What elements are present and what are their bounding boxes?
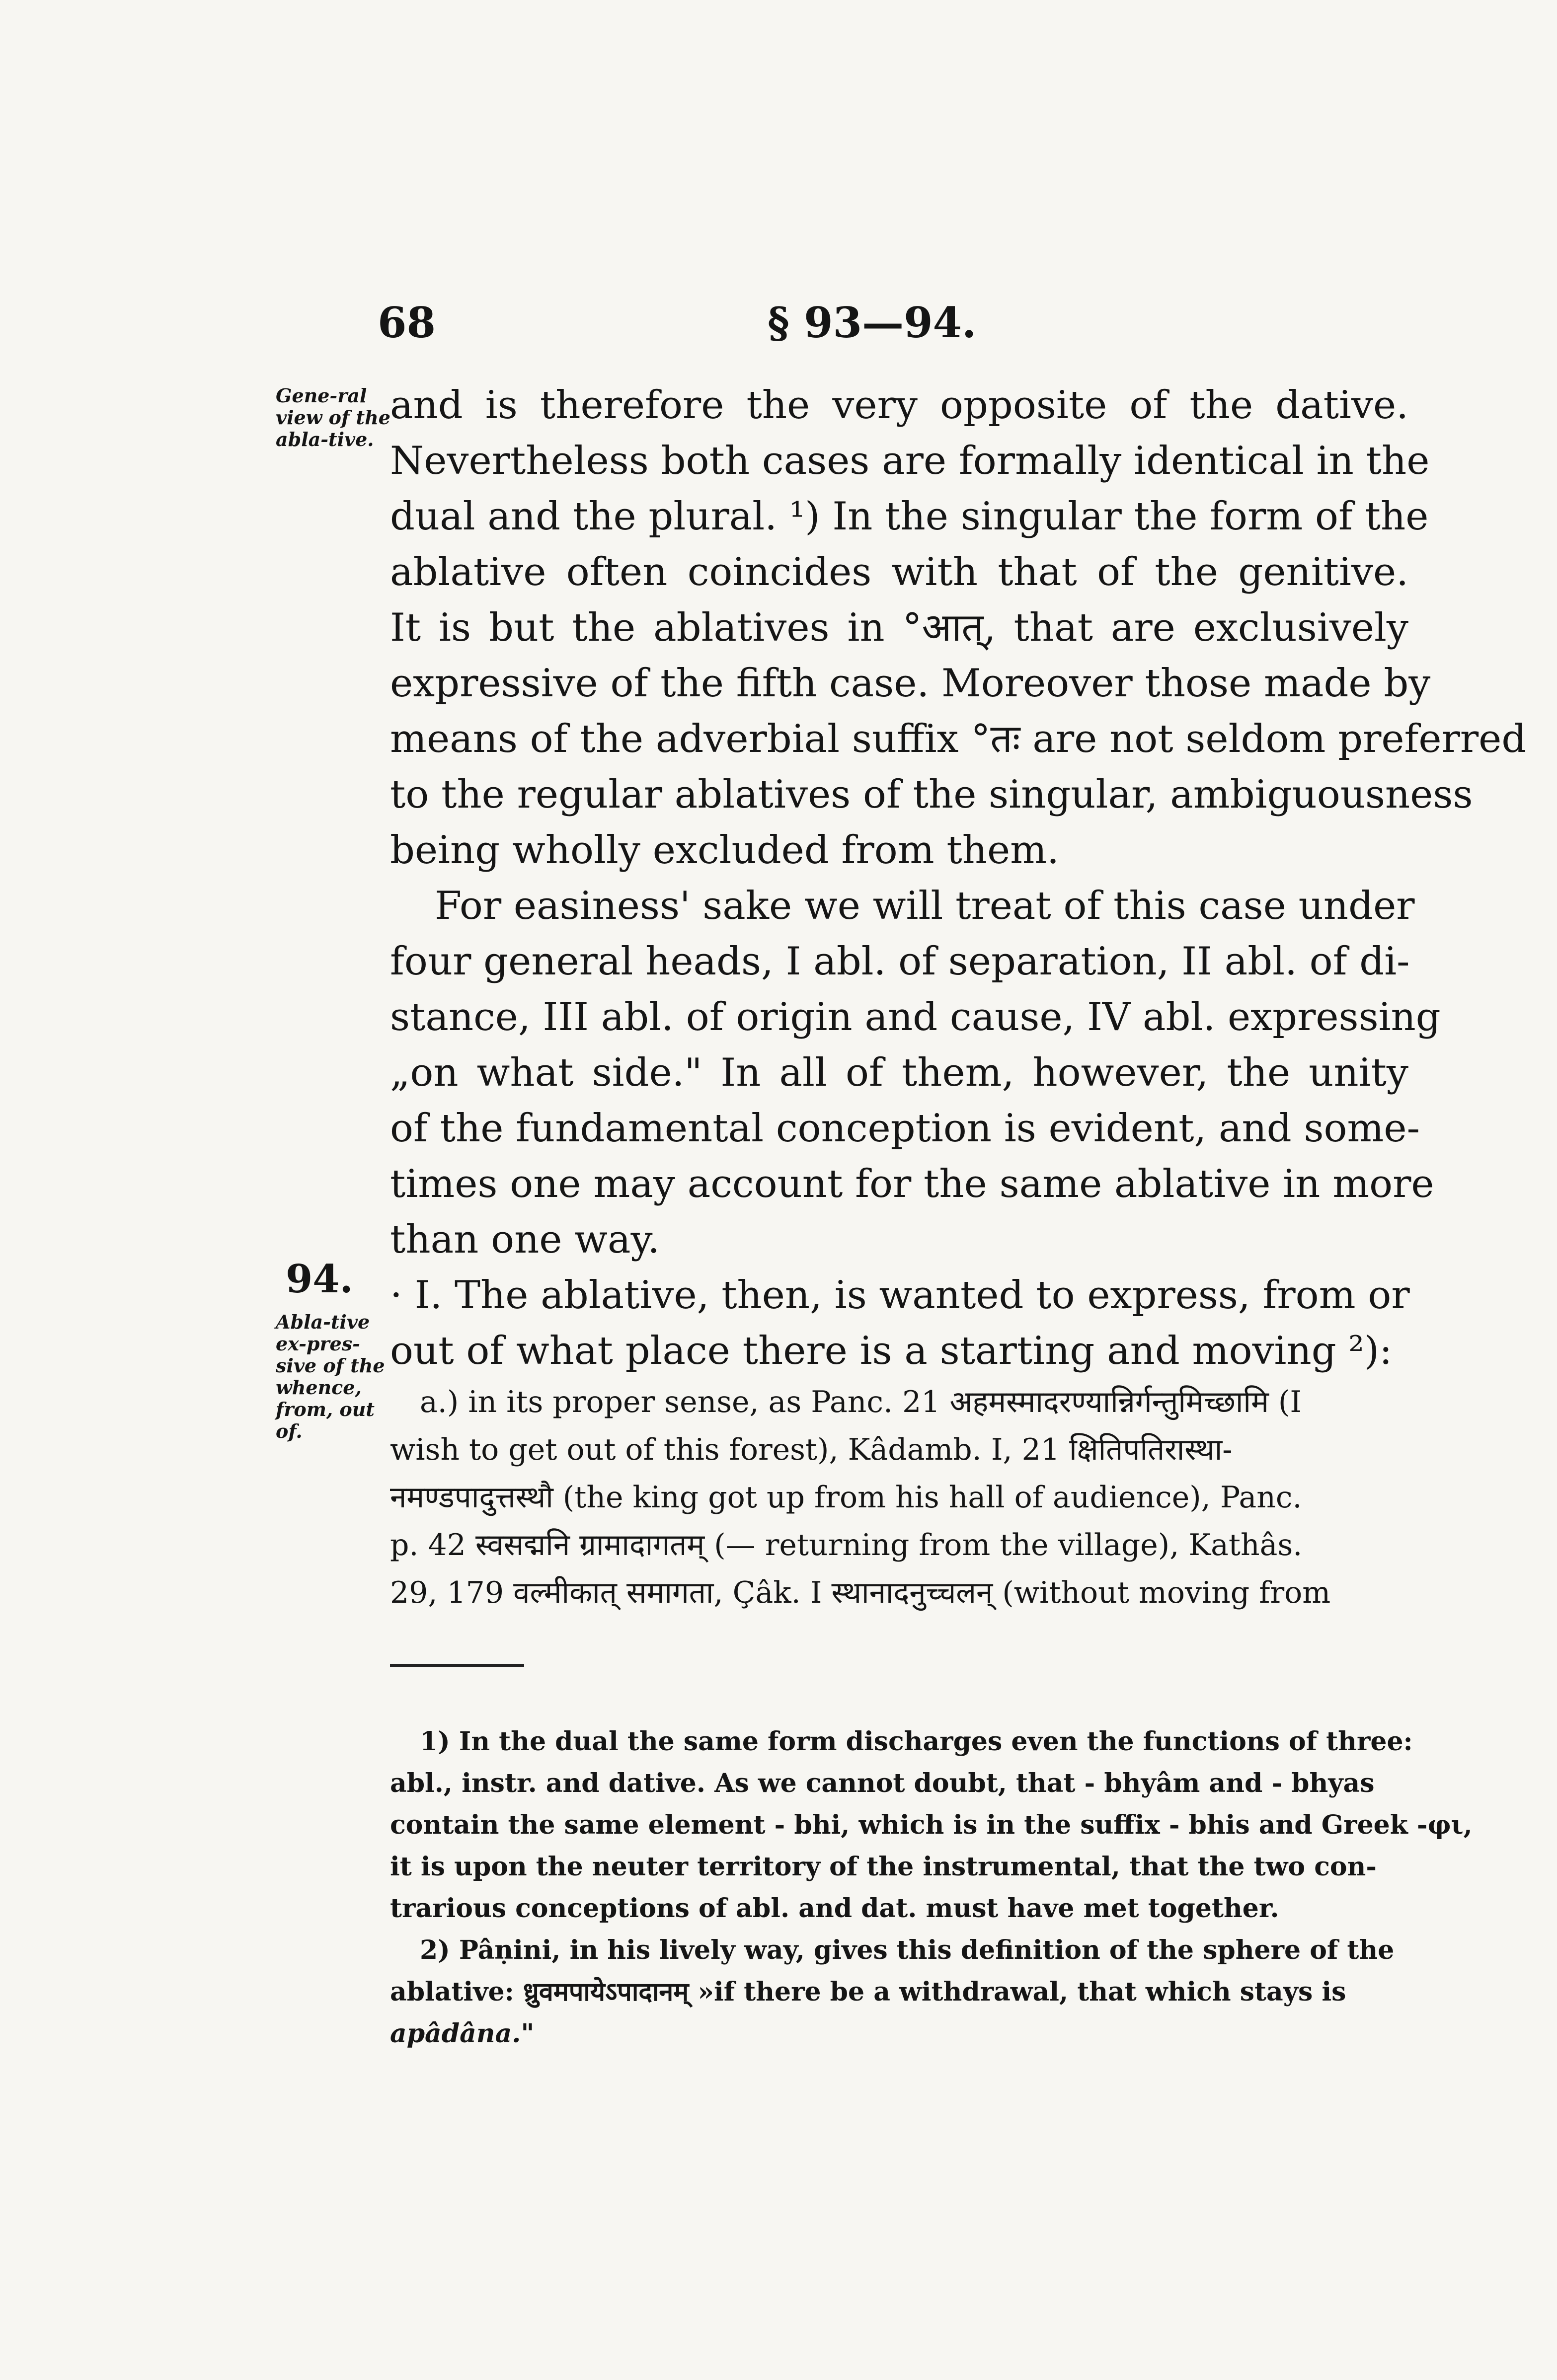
text-line: out of what place there is a starting and moving ²): [390, 1329, 1393, 1373]
footnote-line: 2) Pâṇini, in his lively way, gives this definition of the sphere of the [420, 1935, 1395, 1965]
text-line: dual and the plural. ¹) In the singular the form of the [390, 494, 1429, 539]
text-line: For easiness' sake we will treat of this case under [435, 884, 1415, 928]
text-line: ablative often coincides with that of the genitive. [390, 550, 1408, 595]
footnotes [390, 1721, 1473, 2055]
section-number-94: 94. [286, 1257, 353, 1302]
margin-note-general-view: Gene-ral view of the abla-tive. [276, 384, 390, 450]
text-line: four general heads, I abl. of separation, II abl. of di- [390, 939, 1410, 984]
footnote-line: it is upon the neuter territory of the instrumental, that the two con- [390, 1852, 1377, 1882]
footnote-divider [390, 1664, 524, 1667]
footnote-line: 1) In the dual the same form discharges even the functions of three: [420, 1726, 1413, 1757]
text-line: „on what side." In all of them, however, the unity [390, 1050, 1408, 1095]
text-line: being wholly excluded from them. [390, 828, 1059, 873]
example-line: a.) in its proper sense, as Panc. 21 अहमस्मादरण्यान्निर्गन्तुमिच्छामि (I [420, 1385, 1302, 1419]
footnote-line: contain the same element - bhi, which is in the suffix - bhis and Greek -φι, [390, 1810, 1473, 1840]
section-heading: § 93—94. [768, 298, 977, 347]
example-line: नमण्डपादुत्तस्थौ (the king got up from his hall of audience), Panc. [390, 1480, 1302, 1515]
page-number: 68 [378, 298, 436, 347]
text-line: and is therefore the very opposite of the dative. [390, 383, 1408, 428]
example-block [390, 1378, 1408, 1617]
text-line: than one way. [390, 1217, 660, 1262]
footnote-line: apâdâna." [390, 2018, 535, 2049]
footnote-line: abl., instr. and dative. As we cannot doubt, that - bhyâm and - bhyas [390, 1768, 1375, 1798]
text-line: Nevertheless both cases are formally identical in the [390, 439, 1430, 483]
margin-note-ablative-expressive: Abla-tive ex-pres-sive of the whence, from, out of. [276, 1311, 385, 1442]
main-text [390, 377, 1527, 1379]
example-line: p. 42 स्वसद्मनि ग्रामादागतम् (— returning from the village), Kathâs. [390, 1528, 1303, 1562]
text-line: means of the adverbial suffix °तः are not seldom preferred [390, 717, 1527, 761]
text-line: expressive of the fifth case. Moreover those made by [390, 661, 1431, 706]
text-line: · I. The ablative, then, is wanted to express, from or [390, 1273, 1410, 1318]
footnote-line: trarious conceptions of abl. and dat. must have met together. [390, 1893, 1279, 1924]
text-line: It is but the ablatives in °आत्, that are exclusively [390, 605, 1408, 650]
example-line: wish to get out of this forest), Kâdamb. I, 21 क्षितिपतिरास्था- [390, 1432, 1233, 1467]
footnote-line: ablative: ध्रुवमपायेऽपादानम् »if there be a withdrawal, that which stays is [390, 1977, 1346, 2007]
text-line: of the fundamental conception is evident, and some- [390, 1106, 1420, 1151]
text-line: stance, III abl. of origin and cause, IV abl. expressing [390, 995, 1441, 1040]
example-line: 29, 179 वल्मीकात् समागता, Çâk. I स्थानादनुच्चलन् (without moving from [390, 1575, 1331, 1610]
text-line: to the regular ablatives of the singular, ambiguousness [390, 772, 1473, 817]
text-line: times one may account for the same ablative in more [390, 1162, 1434, 1206]
